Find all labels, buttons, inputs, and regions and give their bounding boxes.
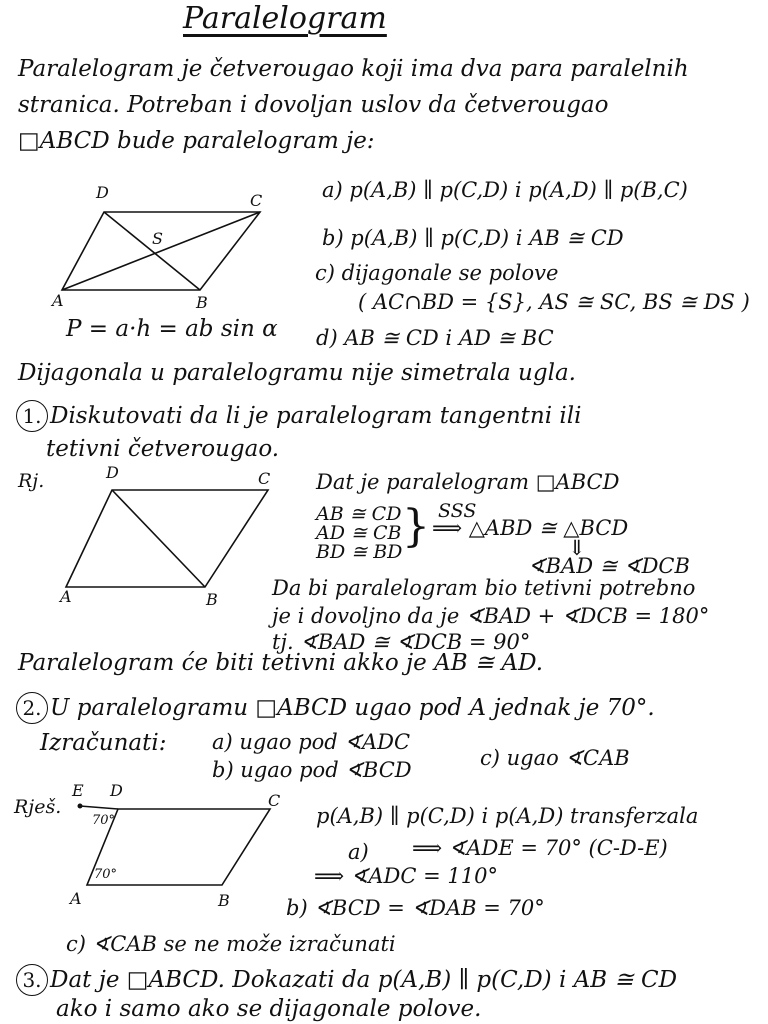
solution-1-text-2: je i dovoljno da je ∢BAD + ∢DCB = 180° [272, 604, 710, 628]
solution-2-label: Rješ. [14, 796, 62, 818]
task-2-number: 2. [16, 692, 48, 724]
figure-3-angle-top: 70° [92, 813, 116, 828]
area-formula: P = a·h = ab sin α [66, 316, 278, 342]
figure-3-label-b: B [218, 891, 230, 910]
task-3-number: 3. [16, 964, 48, 996]
figure-1-label-a: A [52, 291, 64, 310]
task-2-compute: Izračunati: [40, 730, 167, 756]
figure-3-outline [87, 809, 270, 885]
solution-2-a-result: ⟹ ∢ADC = 110° [314, 864, 498, 888]
figure-1-label-d: D [96, 183, 109, 202]
condition-c-line-2: ( AC∩BD = {S}, AS ≅ SC, BS ≅ DS ) [358, 290, 750, 314]
solution-1-eq-2: AD ≅ CB [316, 522, 402, 544]
task-1-line-1 [16, 400, 581, 432]
solution-1-label: Rj. [18, 470, 45, 492]
figure-2-label-d: D [106, 463, 119, 482]
figure-3-label-e: E [72, 781, 84, 800]
figure-2-label-c: C [258, 469, 271, 488]
figure-3-label-d: D [110, 781, 123, 800]
remark-diagonal: Dijagonala u paralelogramu nije simetrala ugla. [18, 360, 576, 386]
figure-2-label-a: A [60, 587, 72, 606]
intro-line-3: □ABCD bude paralelogram je: [18, 128, 375, 154]
figure-2-label-b: B [206, 590, 218, 609]
brace-symbol: } [402, 501, 430, 552]
figure-1-diagonal-ac [62, 212, 260, 290]
task-2-c: c) ugao ∢CAB [480, 746, 630, 770]
task-3-line-1 [16, 964, 677, 996]
solution-1-eq-1: AB ≅ CD [316, 503, 402, 525]
task-1-number: 1. [16, 400, 48, 432]
condition-b: b) p(A,B) ∥ p(C,D) i AB ≅ CD [322, 226, 624, 250]
figure-3-label-a: A [70, 889, 82, 908]
condition-d: d) AB ≅ CD i AD ≅ BC [316, 326, 554, 350]
solution-1-sss: SSS [438, 500, 477, 522]
task-2-text: U paralelogramu □ABCD ugao pod A jednak je 70°. [50, 695, 655, 721]
task-1-text: Diskutovati da li je paralelogram tangentni ili [50, 403, 582, 429]
figure-2-diagonal-bd [112, 490, 205, 587]
figure-1-diagonal-bd [104, 212, 200, 290]
condition-c-line-1: c) dijagonale se polove [315, 261, 559, 285]
solution-2-a-text: ⟹ ∢ADE = 70° (C-D-E) [412, 836, 668, 860]
figure-1-label-b: B [196, 293, 208, 312]
intro-line-1: Paralelogram je četverougao koji ima dva para paralelnih [18, 56, 689, 82]
solution-2-a-label: a) [348, 840, 369, 864]
task-2-line-1 [16, 692, 655, 724]
solution-1-text-3: tj. ∢BAD ≅ ∢DCB = 90° [272, 630, 531, 654]
figure-1-label-s: S [152, 229, 163, 248]
figure-3-label-c: C [268, 791, 281, 810]
condition-a: a) p(A,B) ∥ p(C,D) i p(A,D) ∥ p(B,C) [322, 178, 688, 202]
figure-1-label-c: C [250, 191, 263, 210]
task-2-b: b) ugao pod ∢BCD [212, 758, 412, 782]
solution-1-given: Dat je paralelogram □ABCD [316, 470, 620, 494]
figure-3-extension-de [80, 806, 118, 809]
solution-2-b: b) ∢BCD = ∢DAB = 70° [286, 896, 545, 920]
solution-1-angles: ∢BAD ≅ ∢DCB [528, 554, 690, 578]
solution-1-eq-3: BD ≅ BD [316, 541, 403, 563]
solution-2-c: c) ∢CAB se ne može izračunati [66, 932, 396, 956]
intro-line-2: stranica. Potreban i dovoljan uslov da četverougao [18, 92, 609, 118]
solution-1-down-arrow: ⇓ [568, 536, 586, 560]
page-title: Paralelogram [183, 1, 387, 36]
task-3-line-2: ako i samo ako se dijagonale polove. [56, 996, 482, 1022]
solution-1-conclusion: Paralelogram će biti tetivni akko je AB ≅ AD. [18, 650, 544, 676]
figure-3-angle-a: 70° [94, 867, 118, 882]
figure-3-point-e [78, 804, 83, 809]
figure-1-outline [62, 212, 260, 290]
solution-1-text-1: Da bi paralelogram bio tetivni potrebno [272, 576, 696, 600]
task-1-line-2: tetivni četverougao. [46, 436, 280, 462]
task-2-a: a) ugao pod ∢ADC [212, 730, 411, 754]
solution-2-line-1: p(A,B) ∥ p(C,D) i p(A,D) transferzala [316, 804, 699, 828]
figure-2-outline [66, 490, 268, 587]
task-3-text: Dat je □ABCD. Dokazati da p(A,B) ∥ p(C,D) i AB ≅ CD [50, 967, 678, 993]
solution-1-triangles: ⟹ △ABD ≅ △BCD [432, 516, 629, 540]
